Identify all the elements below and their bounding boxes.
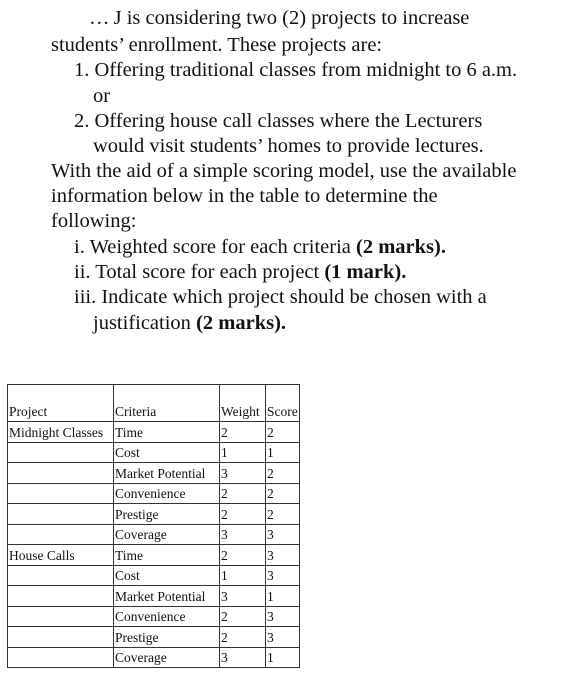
part-i [74,235,446,259]
table-row [8,627,300,648]
cell-criteria: Coverage [114,524,220,545]
cell-weight: 3 [220,647,266,668]
part-ii-text: ii. Total score for each project [74,261,325,283]
part-ii [74,260,406,284]
table-row [8,647,300,668]
cell-score: 2 [266,504,300,525]
cell-project [8,565,114,586]
option-2-line-1: 2. Offering house call classes where the Lecturers [74,110,483,132]
cell-criteria: Prestige [114,627,220,648]
cell-criteria: Market Potential [114,463,220,484]
cell-project [8,627,114,648]
cell-project [8,647,114,668]
cell-project [8,586,114,607]
connector-or: or [93,85,111,107]
part-iii-text-2: justification [93,312,197,334]
part-iii-marks: (2 marks). [196,312,287,334]
cell-criteria: Time [114,422,220,443]
header-criteria: Criteria [114,385,220,422]
cell-project [8,463,114,484]
cell-score: 3 [266,565,300,586]
cell-project: House Calls [8,545,114,566]
cell-criteria: Time [114,545,220,566]
cell-score: 1 [266,647,300,668]
cell-weight: 1 [220,565,266,586]
cell-project [8,483,114,504]
cell-weight: 3 [220,586,266,607]
cell-project [8,504,114,525]
cell-criteria: Prestige [114,504,220,525]
table-row [8,442,300,463]
cell-project [8,442,114,463]
option-2-line-2: would visit students’ homes to provide lectures. [93,135,484,157]
table-row [8,504,300,525]
part-i-text: i. Weighted score for each criteria [74,236,356,258]
cell-criteria: Convenience [114,483,220,504]
cell-weight: 1 [220,442,266,463]
cell-weight: 3 [220,463,266,484]
part-iii-line-1: iii. Indicate which project should be chosen with a [74,286,487,308]
scoring-table [7,384,300,668]
table-row [8,565,300,586]
task-line-3: following: [51,210,137,232]
table-row [8,422,300,443]
cell-project [8,606,114,627]
intro-line-2: students’ enrollment. These projects are: [51,34,383,56]
cell-criteria: Convenience [114,606,220,627]
cell-score: 2 [266,483,300,504]
cell-weight: 2 [220,504,266,525]
option-1: 1. Offering traditional classes from midnight to 6 a.m. [74,59,518,81]
cell-score: 3 [266,545,300,566]
cell-score: 3 [266,606,300,627]
cell-weight: 2 [220,422,266,443]
part-iii-line-2 [93,311,286,335]
cell-weight: 3 [220,524,266,545]
cell-project: Midnight Classes [8,422,114,443]
cell-score: 3 [266,627,300,648]
cell-score: 3 [266,524,300,545]
intro-line-1: … J is considering two (2) projects to increase [89,7,470,29]
table-row [8,463,300,484]
cell-criteria: Coverage [114,647,220,668]
cell-weight: 2 [220,545,266,566]
cell-weight: 2 [220,627,266,648]
task-line-2: information below in the table to determine the [51,185,438,207]
table-row [8,606,300,627]
table-row [8,524,300,545]
cell-weight: 2 [220,606,266,627]
table-row [8,545,300,566]
header-score: Score [266,385,300,422]
table-row [8,483,300,504]
part-i-marks: (2 marks). [356,236,446,258]
table-row [8,586,300,607]
cell-score: 2 [266,463,300,484]
cell-project [8,524,114,545]
cell-criteria: Market Potential [114,586,220,607]
task-line-1: With the aid of a simple scoring model, use the available [51,160,517,182]
header-project: Project [8,385,114,422]
cell-criteria: Cost [114,565,220,586]
table-header-row [8,385,300,422]
cell-weight: 2 [220,483,266,504]
cell-score: 1 [266,442,300,463]
cell-criteria: Cost [114,442,220,463]
header-weight: Weight [220,385,266,422]
cell-score: 2 [266,422,300,443]
part-ii-marks: (1 mark). [324,261,407,283]
cell-score: 1 [266,586,300,607]
